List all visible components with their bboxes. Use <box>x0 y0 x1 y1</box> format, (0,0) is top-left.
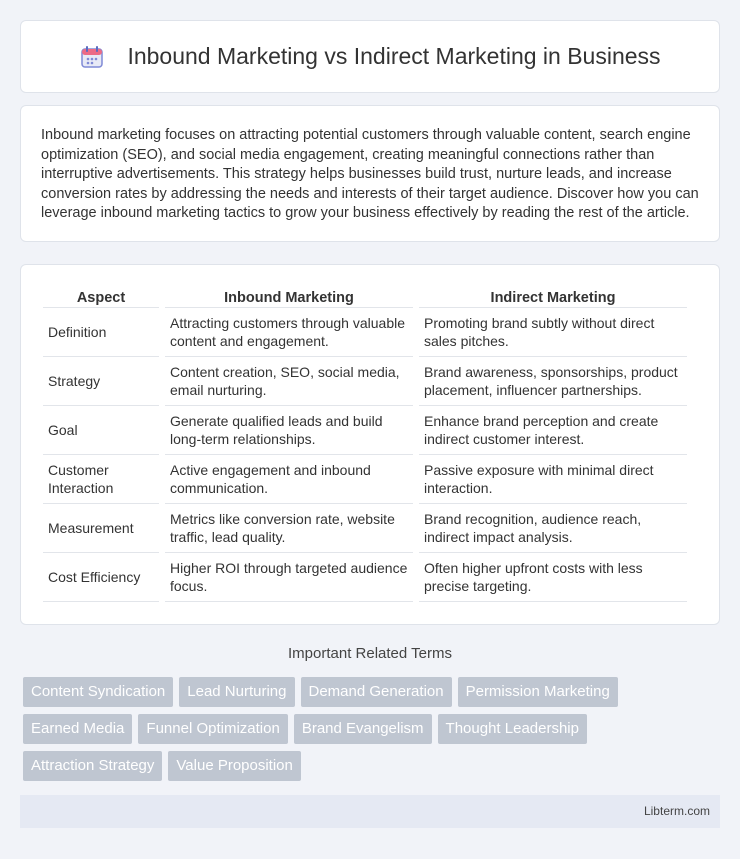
term-tag[interactable]: Lead Nurturing <box>179 677 294 707</box>
table-row <box>43 406 687 455</box>
term-tag[interactable]: Value Proposition <box>168 751 300 781</box>
column-header-aspect: Aspect <box>43 285 159 308</box>
inbound-cell: Attracting customers through valuable content and engagement. <box>165 308 413 357</box>
term-tag[interactable]: Attraction Strategy <box>23 751 162 781</box>
table-row <box>43 455 687 504</box>
table-row <box>43 308 687 357</box>
term-tag[interactable]: Thought Leadership <box>438 714 587 744</box>
page-title: Inbound Marketing vs Indirect Marketing in Business <box>127 43 661 69</box>
term-tag[interactable]: Content Syndication <box>23 677 173 707</box>
table-header-row <box>43 285 687 308</box>
aspect-cell: Cost Efficiency <box>43 553 159 602</box>
footer <box>20 795 720 828</box>
aspect-cell: Definition <box>43 308 159 357</box>
column-header-indirect: Indirect Marketing <box>419 285 687 308</box>
related-terms-title: Important Related Terms <box>288 645 452 662</box>
indirect-cell: Brand recognition, audience reach, indirect impact analysis. <box>419 504 687 553</box>
inbound-cell: Content creation, SEO, social media, email nurturing. <box>165 357 413 406</box>
comparison-card <box>20 264 720 625</box>
aspect-cell: Customer Interaction <box>43 455 159 504</box>
term-tag[interactable]: Earned Media <box>23 714 132 744</box>
table-row <box>43 553 687 602</box>
aspect-cell: Measurement <box>43 504 159 553</box>
calendar-icon <box>79 44 105 70</box>
title-card <box>20 20 720 93</box>
indirect-cell: Passive exposure with minimal direct interaction. <box>419 455 687 504</box>
intro-text: Inbound marketing focuses on attracting potential customers through valuable content, search engine optimization (SEO), and social media engagement, creating meaningful connections rather than interruptive advertisements. This strategy helps businesses build trust, nurture leads, and increase conversion rates by addressing the needs and interests of their target audience. Discover how you can leverage inbound marketing tactics to grow your business effectively by reading the rest of the article. <box>41 127 699 222</box>
footer-site-link[interactable]: Libterm.com <box>643 804 710 818</box>
comparison-table <box>37 285 693 602</box>
inbound-cell: Metrics like conversion rate, website traffic, lead quality. <box>165 504 413 553</box>
related-terms-list <box>23 677 723 781</box>
inbound-cell: Generate qualified leads and build long-term relationships. <box>165 406 413 455</box>
indirect-cell: Brand awareness, sponsorships, product placement, influencer partnerships. <box>419 357 687 406</box>
inbound-cell: Higher ROI through targeted audience focus. <box>165 553 413 602</box>
column-header-inbound: Inbound Marketing <box>165 285 413 308</box>
intro-card <box>20 105 720 242</box>
term-tag[interactable]: Demand Generation <box>301 677 452 707</box>
table-row <box>43 504 687 553</box>
term-tag[interactable]: Funnel Optimization <box>138 714 287 744</box>
term-tag[interactable]: Brand Evangelism <box>294 714 432 744</box>
inbound-cell: Active engagement and inbound communication. <box>165 455 413 504</box>
aspect-cell: Strategy <box>43 357 159 406</box>
aspect-cell: Goal <box>43 406 159 455</box>
table-row <box>43 357 687 406</box>
indirect-cell: Promoting brand subtly without direct sales pitches. <box>419 308 687 357</box>
term-tag[interactable]: Permission Marketing <box>458 677 618 707</box>
indirect-cell: Often higher upfront costs with less precise targeting. <box>419 553 687 602</box>
indirect-cell: Enhance brand perception and create indirect customer interest. <box>419 406 687 455</box>
